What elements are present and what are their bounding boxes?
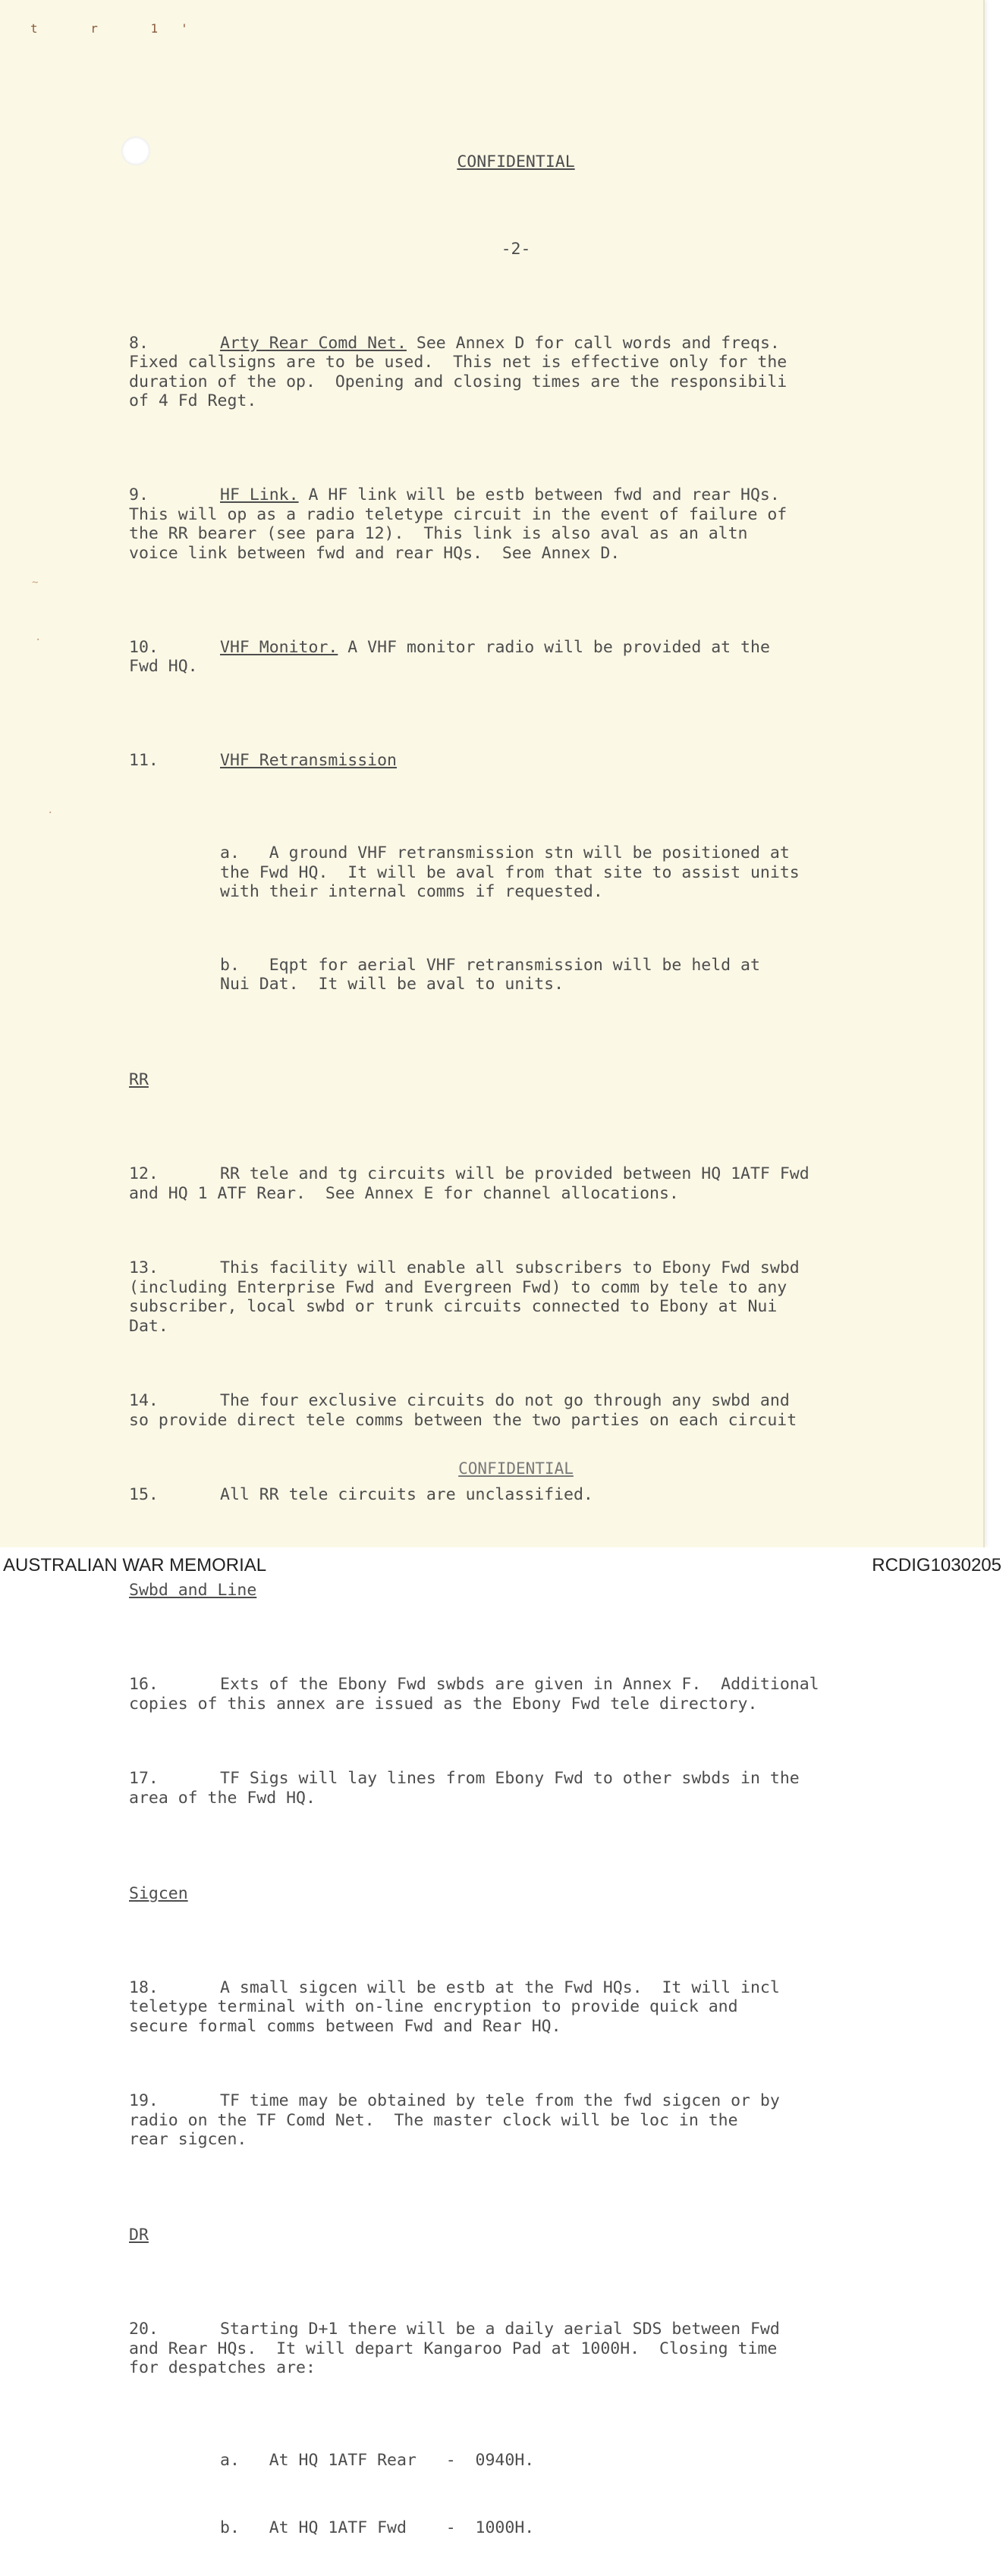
para-title: HF Link.: [220, 485, 299, 504]
paragraph-13: 13. This facility will enable all subscribers to Ebony Fwd swbd (including Enterprise Fwd and Evergreen Fwd) to comm by tele to any subscriber, local swbd or trunk circuits connected to Ebony at Nui Dat.: [129, 1258, 800, 1336]
archive-caption-bar: [0, 1547, 1006, 1579]
section-heading-sigcen: Sigcen: [129, 1883, 188, 1903]
subparagraph-11a: a. A ground VHF retransmission stn will be positioned at the Fwd HQ. It will be aval from that site to assist units with their internal comms if requested.: [220, 843, 800, 901]
document-body: [129, 114, 903, 2576]
paper-blemish: ·: [35, 634, 42, 646]
confidential-header: CONFIDENTIAL: [457, 152, 575, 171]
paper-blemish: ·: [47, 807, 54, 819]
paragraph-14: 14. The four exclusive circuits do not go through any swbd and so provide direct tele comms between the two parties on each circuit: [129, 1391, 797, 1430]
paragraph-12: 12. RR tele and tg circuits will be provided between HQ 1ATF Fwd and HQ 1 ATF Rear. See Annex E for channel allocations.: [129, 1164, 810, 1203]
confidential-footer: CONFIDENTIAL: [458, 1459, 574, 1478]
section-heading-swbd-and-line: Swbd and Line: [129, 1581, 257, 1600]
paragraph-18: 18. A small sigcen will be estb at the Fwd HQs. It will incl teletype terminal with on-line encryption to provide quick and secure formal comms between Fwd and Rear HQ.: [129, 1978, 780, 2036]
paragraph-16: 16. Exts of the Ebony Fwd swbds are given in Annex F. Additional copies of this annex are issued as the Ebony Fwd tele directory.: [129, 1675, 819, 1714]
subparagraph-20b: b. At HQ 1ATF Fwd - 1000H.: [220, 2518, 535, 2537]
paragraph-15: 15. All RR tele circuits are unclassified.: [129, 1485, 593, 1504]
paragraph-9: 9. HF Link. A HF link will be estb between fwd and rear HQs. This will op as a radio teletype circuit in the event of failure of the RR bearer (see para 12). This link is also aval as an altn voice link between fwd and rear HQs. See Annex D.: [129, 485, 788, 563]
paragraph-19: 19. TF time may be obtained by tele from the fwd sigcen or by radio on the TF Comd Net. The master clock will be loc in the rear sigcen.: [129, 2091, 780, 2149]
subparagraph-11b: b. Eqpt for aerial VHF retransmission will be held at Nui Dat. It will be aval to units.: [220, 955, 760, 994]
section-heading-rr: RR: [129, 1070, 149, 1089]
para-title: VHF Retransmission: [220, 751, 397, 770]
record-id-label: RCDIG1030205: [872, 1555, 1001, 1575]
section-heading-dr: DR: [129, 2226, 149, 2245]
edge-marks: t r 1': [30, 21, 211, 36]
paragraph-8: 8. Arty Rear Comd Net. See Annex D for call words and freqs. Fixed callsigns are to be used. This net is effective only for the duration of the op. Opening and closing times are the responsibili of 4 Fd Regt.: [129, 333, 788, 410]
para-title: VHF Monitor.: [220, 637, 338, 657]
paragraph-10: 10. VHF Monitor. A VHF monitor radio will be provided at the Fwd HQ.: [129, 637, 770, 676]
subparagraph-20a: a. At HQ 1ATF Rear - 0940H.: [220, 2451, 535, 2470]
paper-blemish: ~: [32, 576, 39, 589]
para-title: Arty Rear Comd Net.: [220, 333, 407, 353]
paragraph-17: 17. TF Sigs will lay lines from Ebony Fwd to other swbds in the area of the Fwd HQ.: [129, 1769, 800, 1808]
paragraph-11: 11. VHF Retransmission: [129, 751, 397, 770]
paragraph-20: 20. Starting D+1 there will be a daily aerial SDS between Fwd and Rear HQs. It will depart Kangaroo Pad at 1000H. Closing time for despatches are:: [129, 2320, 780, 2377]
institution-label: AUSTRALIAN WAR MEMORIAL: [3, 1555, 267, 1575]
page-number: -2-: [501, 239, 531, 259]
